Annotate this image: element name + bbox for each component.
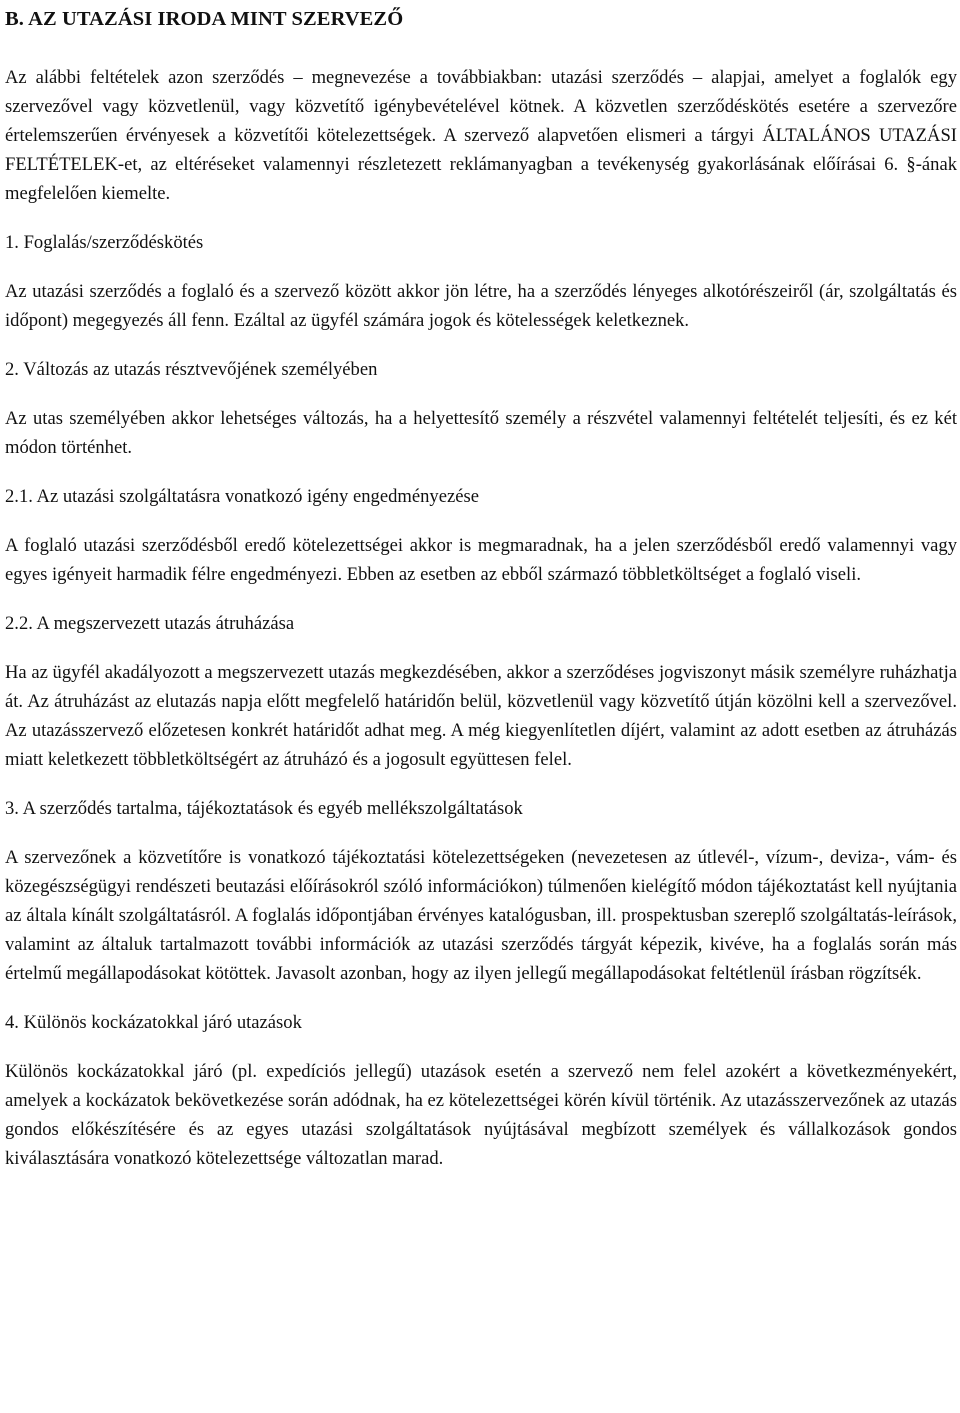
section-heading-4: 4. Különös kockázatokkal járó utazások	[5, 1012, 302, 1033]
section-heading-1: 1. Foglalás/szerződéskötés	[5, 232, 204, 253]
intro-paragraph: Az alábbi feltételek azon szerződés – megnevezése a továbbiakban: utazási szerződés – alapjai, amelyet a foglalók egy szervezővel vagy közvetlenül, vagy közvetítő igénybevételével kötnek. A közvetlen szerződéskötés esetére a szervezőre értelemszerűen érvényesek a közvetítői kötelezettségek. A szervező alapvetően elismeri a tárgyi ÁLTALÁNOS UTAZÁSI FELTÉTELEK-et, az eltéréseket valamennyi részletezett reklámanyagban a tevékenység gyakorlásának előírásai 6. §-ának megfelelően kiemelte.	[5, 67, 957, 204]
section-heading-3: 3. A szerződés tartalma, tájékoztatások és egyéb mellékszolgáltatások	[5, 798, 523, 819]
section-heading-2-2: 2.2. A megszervezett utazás átruházása	[5, 613, 295, 634]
section-heading-2-1: 2.1. Az utazási szolgáltatásra vonatkozó igény engedményezése	[5, 486, 479, 507]
section-text-4: Különös kockázatokkal járó (pl. expedíciós jellegű) utazások esetén a szervező nem felel azokért a következményekért, amelyek a kockázatok bekövetkezése során adódnak, ha ez kötelezettségei körén kívül történik. Az utazásszervezőnek az utazás gondos előkészítésére és az egyes utazási szolgáltatások nyújtásával megbízott személyek és vállalkozások gondos kiválasztására vonatkozó kötelezettsége változatlan marad.	[5, 1061, 957, 1169]
section-text-2: Az utas személyében akkor lehetséges változás, ha a helyettesítő személy a részvétel valamennyi feltételét teljesíti, és ez két módon történhet.	[5, 408, 957, 458]
page-title: B. AZ UTAZÁSI IRODA MINT SZERVEZŐ	[5, 8, 404, 30]
section-heading-2: 2. Változás az utazás résztvevőjének személyében	[5, 359, 378, 380]
document-page	[5, 0, 957, 1173]
section-text-1: Az utazási szerződés a foglaló és a szervező között akkor jön létre, ha a szerződés lényeges alkotórészeiről (ár, szolgáltatás és időpont) megegyezés áll fenn. Ezáltal az ügyfél számára jogok és kötelességek keletkeznek.	[5, 281, 957, 331]
section-text-2-2: Ha az ügyfél akadályozott a megszervezett utazás megkezdésében, akkor a szerződéses jogviszonyt másik személyre ruházhatja át. Az átruházást az elutazás napja előtt megfelelő határidőn belül, közvetlenül vagy közvetítő útján közölni kell a szervezővel. Az utazásszervező előzetesen konkrét határidőt adhat meg. A még kiegyenlítetlen díjért, valamint az adott esetben az átruházás miatt keletkezett többletköltségért az átruházó és a jogosult együttesen felel.	[5, 662, 957, 770]
section-text-3: A szervezőnek a közvetítőre is vonatkozó tájékoztatási kötelezettségeken (nevezetesen az útlevél-, vízum-, deviza-, vám- és közegészségügyi rendészeti beutazási előírásokról szóló információkon) túlmenően kielégítő módon tájékoztatást kell nyújtania az általa kínált szolgáltatásról. A foglalás időpontjában érvényes katalógusban, ill. prospektusban szereplő szolgáltatás-leírások, valamint az általuk tartalmazott további információk az utazási szerződés tárgyát képezik, kivéve, ha a foglalás során más értelmű megállapodásokat kötöttek. Javasolt azonban, hogy az ilyen jellegű megállapodásokat feltétlenül írásban rögzítsék.	[5, 847, 957, 984]
section-text-2-1: A foglaló utazási szerződésből eredő kötelezettségei akkor is megmaradnak, ha a jelen szerződésből eredő valamennyi vagy egyes igényeit harmadik félre engedményezi. Ebben az esetben az ebből származó többletköltséget a foglaló viseli.	[5, 535, 957, 585]
